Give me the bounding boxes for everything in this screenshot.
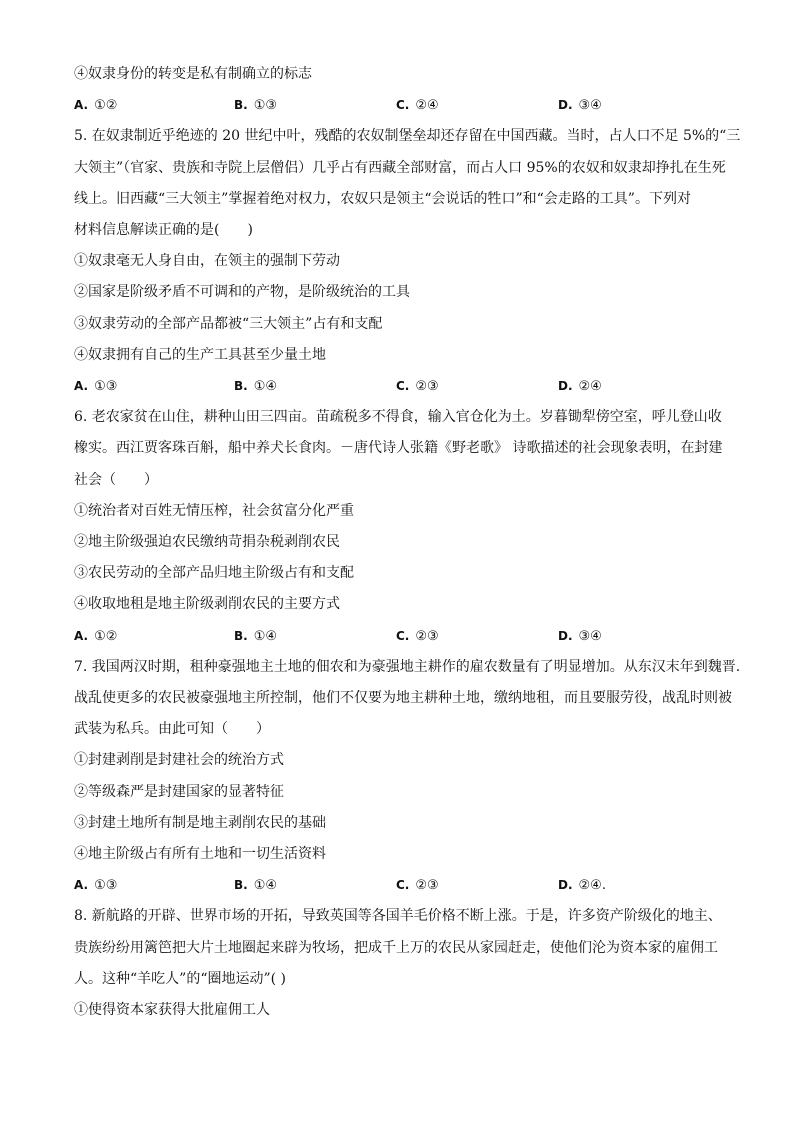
option-letter: D. xyxy=(558,98,573,112)
option-letter: C. xyxy=(396,629,410,643)
answer-option xyxy=(558,95,602,116)
option-text: ②④ xyxy=(578,379,602,394)
option-letter: D. xyxy=(558,629,573,643)
answer-option xyxy=(234,376,277,397)
option-text: ③④ xyxy=(578,98,602,113)
option-letter: C. xyxy=(396,878,410,892)
answer-option xyxy=(234,875,277,896)
option-text: ①④ xyxy=(253,379,278,394)
option-letter: B. xyxy=(234,629,248,643)
answer-options-row xyxy=(74,875,724,895)
option-letter: C. xyxy=(396,379,410,393)
option-letter: A. xyxy=(74,878,89,892)
text-line: ④地主阶级占有所有土地和一切生活资料 xyxy=(74,846,326,862)
answer-option xyxy=(558,376,602,397)
text-line: ①封建剥削是封建社会的统治方式 xyxy=(74,752,284,768)
text-line: ②等级森严是封建国家的显著特征 xyxy=(74,784,284,800)
answer-option xyxy=(74,376,117,397)
text-line: 线上。旧西藏“三大领主”掌握着绝对权力，农奴只是领主“会说话的牲口”和“会走路的工具”。下列对 xyxy=(74,191,691,207)
answer-option xyxy=(234,95,277,116)
option-text: ③④ xyxy=(578,629,602,644)
text-line: ④收取地租是地主阶级剥削农民的主要方式 xyxy=(74,596,340,612)
text-line: 武装为私兵。由此可知（ ） xyxy=(74,721,270,737)
answer-options-row xyxy=(74,626,724,646)
option-text: ①② xyxy=(94,629,118,644)
option-letter: B. xyxy=(234,379,248,393)
option-text: ②③ xyxy=(415,379,439,394)
text-line: ③农民劳动的全部产品归地主阶级占有和支配 xyxy=(74,565,354,581)
option-text: ①② xyxy=(94,98,118,113)
option-letter: B. xyxy=(234,878,248,892)
text-line: 6. 老农家贫在山住，耕种山田三四亩。苗疏税多不得食，输入官仓化为土。岁暮锄犁傍空室，呼儿登山收 xyxy=(74,409,722,425)
answer-option xyxy=(74,626,117,647)
text-line: 7. 我国两汉时期，租种豪强地主土地的佃农和为豪强地主耕作的雇农数量有了明显增加。从东汉末年到魏晋. xyxy=(74,659,741,675)
text-line: ②地主阶级强迫农民缴纳苛捐杂税剥削农民 xyxy=(74,534,340,550)
answer-option xyxy=(74,95,117,116)
answer-option xyxy=(396,875,439,896)
answer-option xyxy=(396,376,439,397)
text-line: ④奴隶身份的转变是私有制确立的标志 xyxy=(74,66,312,82)
option-letter: C. xyxy=(396,98,410,112)
option-text: ②③ xyxy=(415,629,439,644)
option-text: ②④ xyxy=(415,98,439,113)
text-line: ③封建土地所有制是地主剥削农民的基础 xyxy=(74,815,326,831)
text-line: ①使得资本家获得大批雇佣工人 xyxy=(74,1002,270,1018)
answer-option xyxy=(74,875,117,896)
text-line: ①统治者对百姓无情压榨，社会贫富分化严重 xyxy=(74,503,354,519)
option-text: ①③ xyxy=(94,379,118,394)
text-line: 5. 在奴隶制近乎绝迹的 20 世纪中叶，残酷的农奴制堡垒却还存留在中国西藏。当时，占人口不足 5%的“三 xyxy=(74,128,741,144)
text-line: 人。这种“羊吃人”的“圈地运动”( ) xyxy=(74,971,287,987)
text-line: ④奴隶拥有自己的生产工具甚至少量土地 xyxy=(74,347,326,363)
text-line: 战乱使更多的农民被豪强地主所控制，他们不仅要为地主耕种土地，缴纳地租，而且要服劳役，战乱时则被 xyxy=(74,690,732,706)
option-letter: D. xyxy=(558,379,573,393)
answer-option xyxy=(558,626,602,647)
option-text: ①③ xyxy=(94,878,118,893)
option-text: ①④ xyxy=(253,629,278,644)
text-line: 橡实。西江贾客珠百斛，船中养犬长食肉。－唐代诗人张籍《野老歌》 诗歌描述的社会现象表明，在封建 xyxy=(74,440,723,456)
answer-option xyxy=(234,626,277,647)
answer-options-row xyxy=(74,376,724,396)
option-text: ①③ xyxy=(253,98,278,113)
option-text: ②③ xyxy=(415,878,439,893)
text-line: 贵族纷纷用篱笆把大片土地圈起来辟为牧场，把成千上万的农民从家园赶走，使他们沦为资本家的雇佣工 xyxy=(74,940,718,956)
text-line: 8. 新航路的开辟、世界市场的开拓，导致英国等各国羊毛价格不断上涨。于是，许多资产阶级化的地主、 xyxy=(74,908,722,924)
text-line: 材料信息解读正确的是( ) xyxy=(74,222,253,238)
option-text: ②④. xyxy=(578,878,606,893)
text-line: ②国家是阶级矛盾不可调和的产物，是阶级统治的工具 xyxy=(74,284,410,300)
answer-option xyxy=(396,626,439,647)
text-line: ①奴隶毫无人身自由，在领主的强制下劳动 xyxy=(74,253,340,269)
option-letter: D. xyxy=(558,878,573,892)
text-line: ③奴隶劳动的全部产品都被“三大领主”占有和支配 xyxy=(74,316,383,332)
option-text: ①④ xyxy=(253,878,278,893)
option-letter: A. xyxy=(74,379,89,393)
answer-option xyxy=(396,95,439,116)
option-letter: A. xyxy=(74,98,89,112)
option-letter: B. xyxy=(234,98,248,112)
text-line: 大领主”（官家、贵族和寺院上层僧侣）几乎占有西藏全部财富，而占人口 95%的农奴和奴隶却挣扎在生死 xyxy=(74,160,726,176)
option-letter: A. xyxy=(74,629,89,643)
answer-option xyxy=(558,875,606,896)
answer-options-row xyxy=(74,95,724,115)
text-line: 社会（ ） xyxy=(74,472,158,488)
